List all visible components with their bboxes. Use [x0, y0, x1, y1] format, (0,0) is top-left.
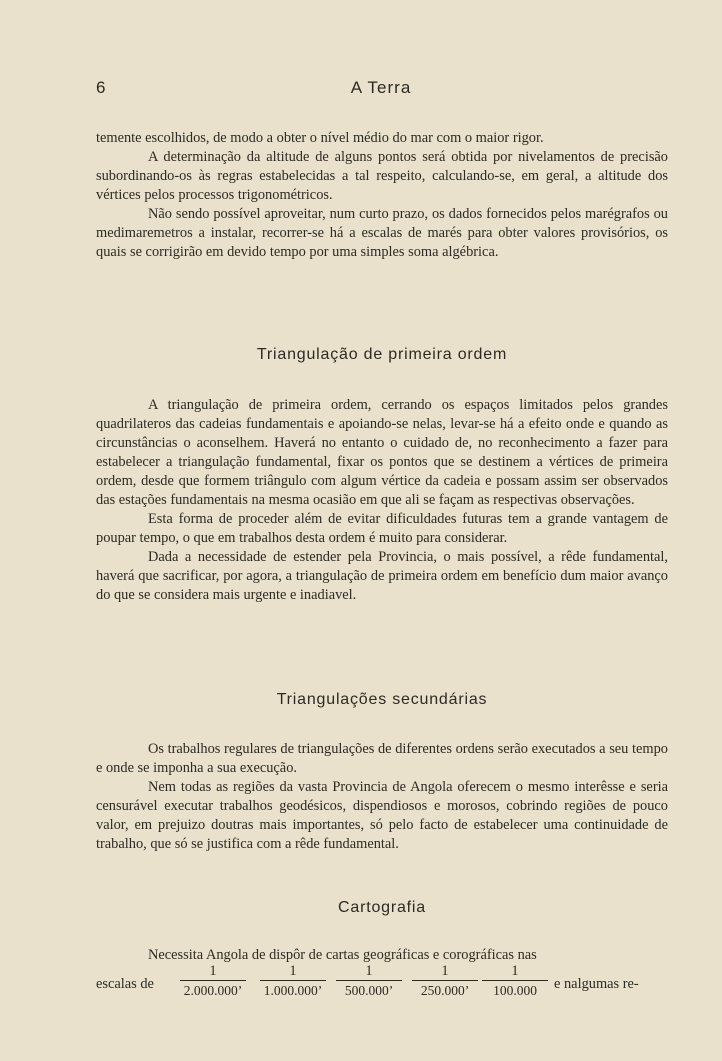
fraction-numerator: 1 — [260, 962, 326, 981]
scales-lead-text: escalas de — [96, 976, 154, 992]
paragraph: Esta forma de proceder além de evitar dificuldades futuras tem a grande vantagem de poupar tempo, o que em trabalhos desta ordem é muito para considerar. — [96, 511, 668, 546]
paragraph: Dada a necessidade de estender pela Provincia, o mais possível, a rêde fundamental, haverá que sacrificar, por agora, a triangulação de primeira ordem em benefício dum maior avanço do que se considera mais urgente e inadiavel. — [96, 549, 668, 603]
paragraph: Os trabalhos regulares de triangulações de diferentes ordens serão executados a seu tempo e onde se imponha a sua execução. — [96, 741, 668, 776]
running-title: A Terra — [350, 78, 412, 97]
paragraph: temente escolhidos, de modo a obter o nível médio do mar com o maior rigor. — [96, 130, 544, 146]
section-heading-primeira-ordem: Triangulação de primeira ordem — [256, 346, 508, 363]
paragraph: Nem todas as regiões da vasta Provincia de Angola oferecem o mesmo interêsse e seria censurável executar trabalhos geodésicos, dispendiosos e morosos, cobrindo regiões de pouco valor, em prejuizo doutras mais importantes, só pelo facto de estabelecer uma continuidade de trabalho, que só se justifica com a rêde fundamental. — [96, 779, 668, 852]
primeira-ordem-section — [96, 396, 668, 605]
fraction-numerator: 1 — [180, 962, 246, 981]
paragraph: A determinação da altitude de alguns pontos será obtida por nivelamentos de precisão subordinando-os às regras estabelecidas a tal respeito, calculando-se, em geral, a altitude dos vértices pelos processos trigonométricos. — [96, 149, 668, 203]
scale-fraction — [336, 962, 402, 1001]
fraction-denominator: 2.000.000’ — [183, 983, 243, 998]
fraction-denominator: 1.000.000’ — [263, 983, 323, 998]
secundarias-section — [96, 740, 668, 854]
paragraph: Não sendo possível aproveitar, num curto prazo, os dados fornecidos pelos marégrafos ou medimaremetros a instalar, recorrer-se há a escalas de marés para obter valores provisórios, os quais se corrigirão em devido tempo por uma simples soma algébrica. — [96, 206, 668, 260]
fraction-numerator: 1 — [412, 962, 478, 981]
fraction-numerator: 1 — [482, 962, 548, 981]
scale-fraction — [482, 962, 548, 1001]
section-heading-secundarias: Triangulações secundárias — [276, 691, 488, 708]
scales-trail-text: e nalgumas re- — [554, 976, 639, 992]
scale-fraction — [260, 962, 326, 1001]
intro-section — [96, 129, 668, 262]
fraction-denominator: 500.000’ — [344, 983, 394, 998]
scales-line — [96, 962, 668, 1002]
page-header — [96, 78, 666, 102]
page-number: 6 — [96, 78, 106, 97]
scale-fraction — [412, 962, 478, 1001]
paragraph: Necessita Angola de dispôr de cartas geográficas e corográficas nas — [148, 947, 537, 963]
fraction-denominator: 250.000’ — [420, 983, 470, 998]
fraction-denominator: 100.000 — [493, 983, 537, 998]
scale-fraction — [180, 962, 246, 1001]
section-heading-cartografia: Cartografia — [338, 899, 426, 916]
fraction-numerator: 1 — [336, 962, 402, 981]
paragraph: A triangulação de primeira ordem, cerrando os espaços limitados pelos grandes quadrilateros das cadeias fundamentais e apoiando-se nelas, levar-se há a efeito onde e quando as circunstâncias o aconselhem. Haverá no entanto o cuidado de, no reconhecimento a fazer para estabelecer a triangulação fundamental, fixar os pontos que se destinem a vértices de primeira ordem, desde que formem triângulo com algum vértice da cadeia e possam assim ser observados das estações fundamentais na mesma ocasião em que ali se façam as respectivas observações. — [96, 397, 668, 508]
